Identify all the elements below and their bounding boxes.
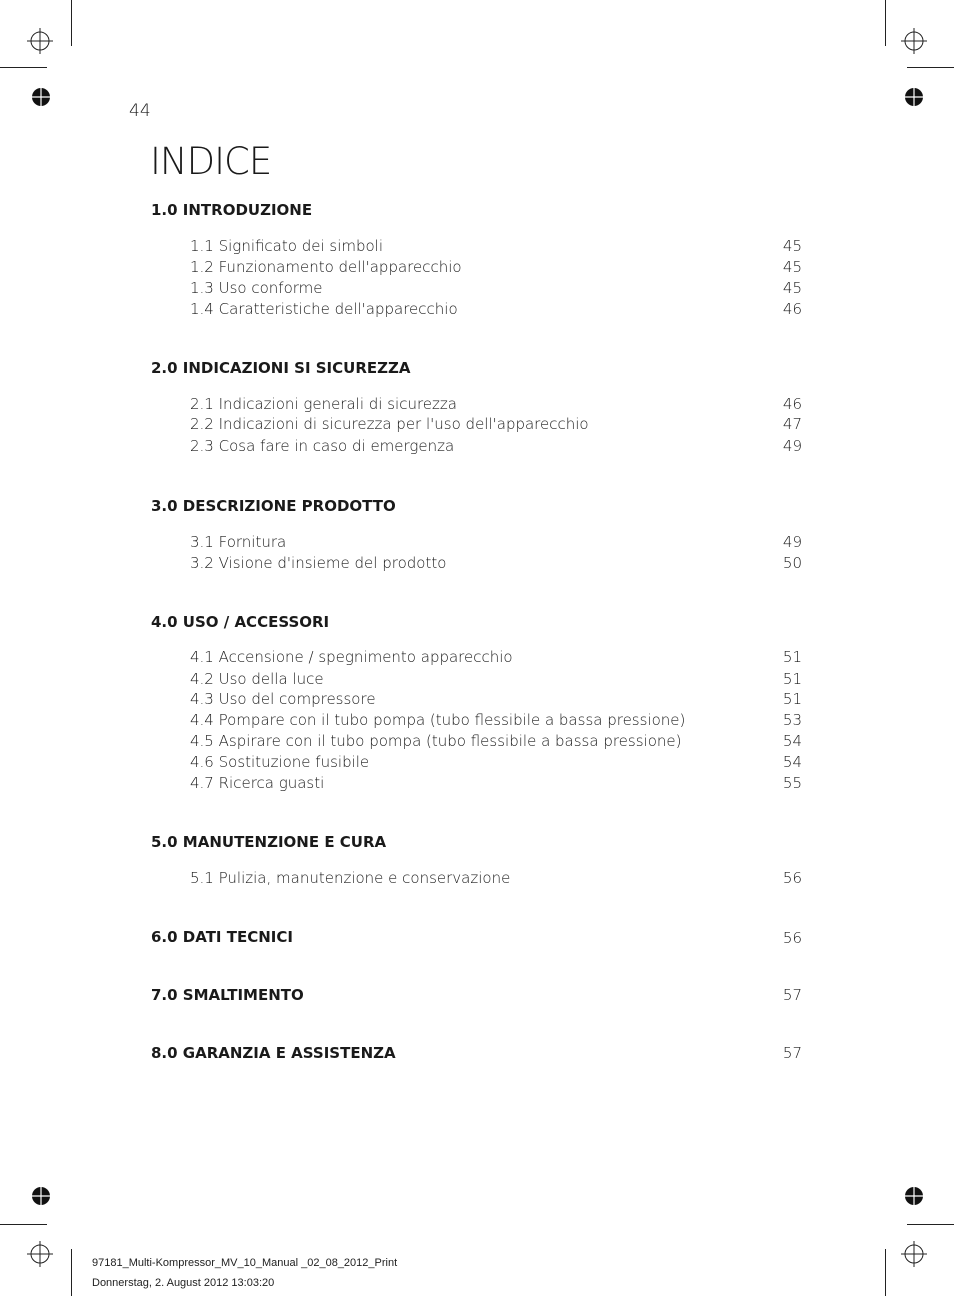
toc-entry[interactable] <box>190 774 802 795</box>
toc-entry[interactable] <box>190 395 802 416</box>
section-page: 57 <box>782 986 802 1004</box>
toc-entry[interactable] <box>190 300 802 321</box>
toc-entry-label: 3.2 Visione d'insieme del prodotto <box>190 554 447 572</box>
footer-timestamp: Donnerstag, 2. August 2012 13:03:20 <box>92 1277 275 1289</box>
toc-entry[interactable] <box>190 415 802 436</box>
toc-entry-page: 51 <box>782 648 802 666</box>
page-title: INDICE <box>150 140 272 183</box>
toc-entry[interactable] <box>190 670 802 691</box>
toc-entry-page: 50 <box>782 554 802 572</box>
footer-filename: 97181_Multi-Kompressor_MV_10_Manual _02_08_2012_Print <box>92 1257 398 1269</box>
page-number: 44 <box>129 101 151 121</box>
registration-dot-icon <box>30 1185 52 1207</box>
toc-entry[interactable] <box>190 869 802 890</box>
toc-entry-page: 45 <box>782 237 802 255</box>
toc-entry-label: 4.5 Aspirare con il tubo pompa (tubo flessibile a bassa pressione) <box>190 732 682 750</box>
toc-entry-page: 46 <box>782 300 802 318</box>
toc-entry-page: 53 <box>782 711 802 729</box>
registration-target-icon <box>901 28 927 54</box>
toc-entry-page: 47 <box>782 415 802 433</box>
toc-entry[interactable] <box>190 711 802 732</box>
toc-entry[interactable] <box>190 648 802 669</box>
section-heading[interactable]: 6.0 DATI TECNICI <box>151 928 293 946</box>
toc-entry-page: 54 <box>782 753 802 771</box>
toc-entry-label: 1.1 Significato dei simboli <box>190 237 384 255</box>
toc-entry-label: 5.1 Pulizia, manutenzione e conservazione <box>190 869 511 887</box>
toc-entry[interactable] <box>190 753 802 774</box>
toc-entry-label: 4.3 Uso del compressore <box>190 690 376 708</box>
toc-entry-label: 1.4 Caratteristiche dell'apparecchio <box>190 300 458 318</box>
toc-entry[interactable] <box>190 237 802 258</box>
toc-entry[interactable] <box>190 258 802 279</box>
toc-entry-label: 1.3 Uso conforme <box>190 279 323 297</box>
toc-entry-label: 2.1 Indicazioni generali di sicurezza <box>190 395 457 413</box>
registration-target-icon <box>27 1241 53 1267</box>
toc-entry-page: 55 <box>782 774 802 792</box>
registration-dot-icon <box>903 86 925 108</box>
toc-entry[interactable] <box>190 533 802 554</box>
toc-entry-page: 45 <box>782 258 802 276</box>
toc-entry[interactable] <box>190 732 802 753</box>
toc-entry-page: 56 <box>782 869 802 887</box>
section-heading[interactable]: 3.0 DESCRIZIONE PRODOTTO <box>151 497 396 515</box>
toc-entry-label: 4.1 Accensione / spegnimento apparecchio <box>190 648 513 666</box>
toc-entry-label: 4.2 Uso della luce <box>190 670 324 688</box>
section-heading[interactable]: 7.0 SMALTIMENTO <box>151 986 304 1004</box>
toc-entry-page: 45 <box>782 279 802 297</box>
toc-entry-page: 46 <box>782 395 802 413</box>
toc-entry-label: 1.2 Funzionamento dell'apparecchio <box>190 258 462 276</box>
section-heading[interactable]: 8.0 GARANZIA E ASSISTENZA <box>151 1044 396 1062</box>
section-heading[interactable]: 4.0 USO / ACCESSORI <box>151 613 330 631</box>
toc-entry-label: 2.2 Indicazioni di sicurezza per l'uso dell'apparecchio <box>190 415 589 433</box>
toc-entry[interactable] <box>190 437 802 458</box>
toc-entry-page: 51 <box>782 690 802 708</box>
registration-target-icon <box>27 28 53 54</box>
toc-entry-page: 49 <box>782 533 802 551</box>
section-page: 57 <box>782 1044 802 1062</box>
toc-entry-label: 3.1 Fornitura <box>190 533 287 551</box>
registration-dot-icon <box>903 1185 925 1207</box>
toc-entry-label: 4.6 Sostituzione fusibile <box>190 753 370 771</box>
toc-entry[interactable] <box>190 279 802 300</box>
section-heading[interactable]: 5.0 MANUTENZIONE E CURA <box>151 833 387 851</box>
toc-entry-page: 49 <box>782 437 802 455</box>
toc-entry[interactable] <box>190 690 802 711</box>
section-page: 56 <box>782 929 802 947</box>
toc-entry[interactable] <box>190 554 802 575</box>
section-heading[interactable]: 2.0 INDICAZIONI SI SICUREZZA <box>151 359 411 377</box>
registration-target-icon <box>901 1241 927 1267</box>
toc-entry-label: 4.7 Ricerca guasti <box>190 774 325 792</box>
toc-entry-label: 4.4 Pompare con il tubo pompa (tubo flessibile a bassa pressione) <box>190 711 686 729</box>
toc-entry-page: 51 <box>782 670 802 688</box>
toc-entry-page: 54 <box>782 732 802 750</box>
section-heading[interactable]: 1.0 INTRODUZIONE <box>151 201 313 219</box>
registration-dot-icon <box>30 86 52 108</box>
toc-entry-label: 2.3 Cosa fare in caso di emergenza <box>190 437 455 455</box>
